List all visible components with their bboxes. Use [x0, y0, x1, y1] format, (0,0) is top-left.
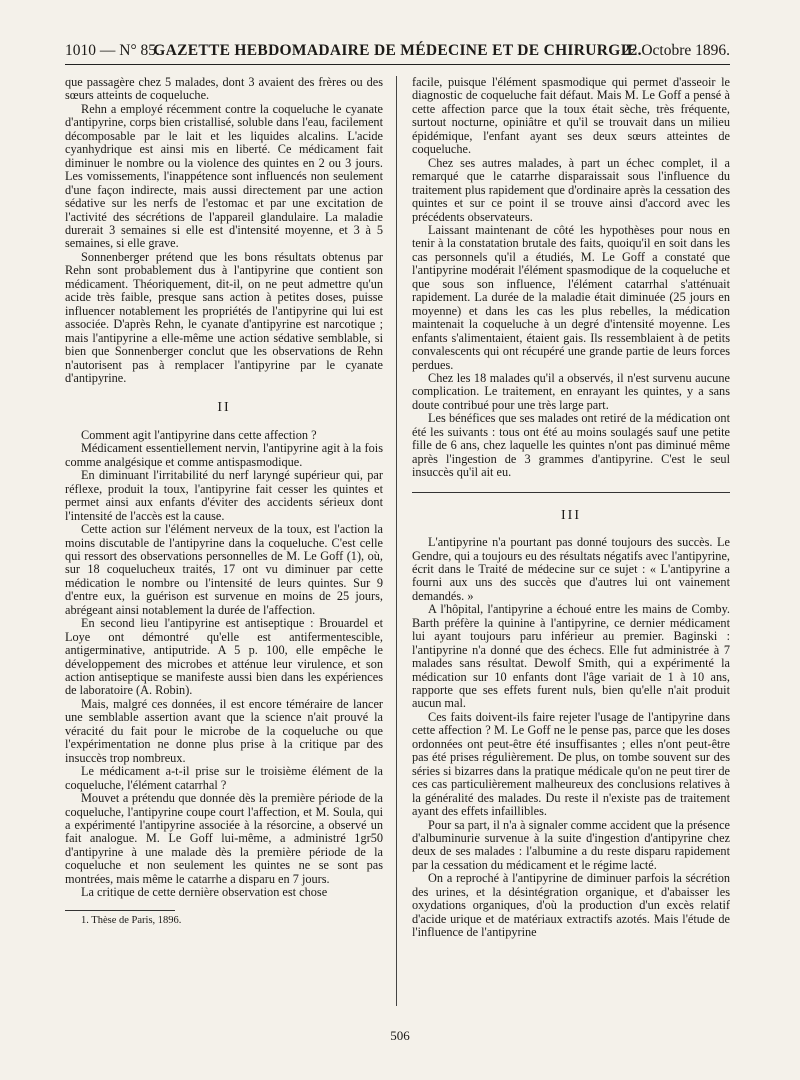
paragraph: Rehn a employé récemment contre la coqueluche le cyanate d'antipyrine, corps bien cristallisé, soluble dans l'eau, facilement décomposable par le lait et les liquides alcalins. L'acide cyanhydrique est ainsi mis en liberté. Ce médicament fait diminuer le nombre ou la violence des quintes en 2 ou 3 jours. Les vomissements, l'inappétence sont influencés non seulement d'une façon indirecte, mais aussi directement par une action sédative sur les nerfs de l'estomac et par une excitation de l'activité des sécrétions de l'appareil glandulaire. La maladie durerait 3 semaines si elle est d'intensité moyenne, et 3 à 5 semaines, si elle grave. — [65, 101, 383, 251]
paragraph: Sonnenberger prétend que les bons résultats obtenus par Rehn sont probablement dus à l'antipyrine que contient son médicament. Théoriquement, dit-il, on ne peut admettre qu'un acide très faible, presque sans action à petites doses, puisse influencer notablement les propriétés de l'antipyrine qui lui est associée. D'après Rehn, le cyanate d'antipyrine est narcotique ; mais l'antipyrine a elle-même une action sédative semblable, si bien que Sonnenberger conclut que les observations de Rehn n'autorisent pas à remplacer l'antipyrine par le cyanate d'antipyrine. — [65, 249, 383, 385]
paragraph: Mouvet a prétendu que donnée dès la première période de la coqueluche, l'antipyrine coupe court l'affection, et M. Soula, qui a expérimenté l'antipyrine associée à la résorcine, a observé un fait analogue. M. Le Goff lui-même, a administré 1gr50 d'antipyrine à une malade dès la première période de la coqueluche et non seulement les quintes ne se sont pas montrées, mais même le catarrhe a disparu en 7 jours. — [65, 791, 383, 886]
column-rule — [396, 76, 397, 1006]
paragraph: Cette action sur l'élément nerveux de la toux, est l'action la moins discutable de l'antipyrine dans la coqueluche. C'est celle qui ressort des observations personnelles de M. Le Goff (1), où, sur 18 coquelucheux traités, 17 ont vu diminuer par cette médication le nombre ou l'intensité de leurs quintes. Sur 9 d'entre eux, la guérison est survenue en moins de 25 jours, abrégeant ainsi notablement la durée de l'affection. — [65, 522, 383, 617]
section-heading-iii: III — [561, 507, 581, 523]
header-journal-title: GAZETTE HEBDOMADAIRE DE MÉDECINE ET DE CHIRURGIE. — [153, 42, 642, 59]
paragraph: L'antipyrine n'a pourtant pas donné toujours des succès. Le Gendre, qui a toujours eu des résultats négatifs avec l'antipyrine, écrit dans le Traité de médecine sur ce sujet : « L'antipyrine a fourni aux uns des succès que d'autres lui ont vainement demandés. » — [412, 535, 730, 603]
section-heading-ii: II — [217, 400, 231, 416]
footnote: 1. Thèse de Paris, 1896. — [81, 914, 182, 926]
paragraph: que passagère chez 5 malades, dont 3 avaient des frères ou des sœurs atteints de coqueluche. — [65, 75, 383, 103]
paragraph: facile, puisque l'élément spasmodique qui permet d'asseoir le diagnostic de coqueluche fait défaut. Mais M. Le Goff a pensé à cette affection parce que la toux était sèche, très fréquente, surtout nocturne, opiniâtre et qu'il se trouvait dans un milieu épidémique, l'enfant ayant ses deux sœurs atteintes de coqueluche. — [412, 75, 730, 157]
paragraph: Ces faits doivent-ils faire rejeter l'usage de l'antipyrine dans cette affection ? M. Le Goff ne le pense pas, parce que les doses ordonnées ont peut-être été insuffisantes ; elles n'ont peut-être pas été prises régulièrement. De plus, on tombe souvent sur des séries si bizarres dans la pratique médicale qu'on ne peut tirer de ces cas particulièrement malheureux des conclusions relatives à la généralité des malades. Du reste il n'existe pas de traitement ayant des effets infaillibles. — [412, 709, 730, 819]
paragraph: Comment agit l'antipyrine dans cette affection ? — [81, 427, 317, 442]
paragraph: Médicament essentiellement nervin, l'antipyrine agit à la fois comme analgésique et comme antispasmodique. — [65, 441, 383, 469]
paragraph: On a reproché à l'antipyrine de diminuer parfois la sécrétion des urines, et la désintégration organique, et d'abaisser les oxydations organiques, d'où la production d'un excès relatif d'acide urique et de matériaux extractifs azotés. Mais l'étude de l'influence de l'antipyrine — [412, 871, 730, 940]
paragraph: La critique de cette dernière observation est chose — [81, 885, 328, 900]
paragraph: Les bénéfices que ses malades ont retiré de la médication ont été les suivants : tous ont été au moins soulagés sauf une petite fille de 6 ans, chez laquelle les quintes n'ont pas diminué même après l'ingestion de 3 grammes d'antipyrine. C'est le seul insuccès qu'il ait eu. — [412, 411, 730, 480]
page-header — [65, 40, 730, 65]
paragraph: Chez les 18 malades qu'il a observés, il n'est survenu aucune complication. Le traitement, en enrayant les quintes, y a sans doute contribué pour une très large part. — [412, 370, 730, 412]
paragraph: A l'hôpital, l'antipyrine a échoué entre les mains de Comby. Barth préfère la quinine à l'antipyrine, ce dernier médicament lui ayant toujours paru inférieur au premier. Baginski : l'antipyrine n'a donné que des échecs. Elle fut administrée à 7 malades sans résultat. Dewolf Smith, qui a expérimenté la médication sur 10 enfants dont l'âge variait de 1 à 10 ans, rapporte que ses effets furent nuls, bien qu'elle n'ait produit aucun mal. — [412, 602, 730, 711]
header-date: 22 Octobre 1896. — [621, 42, 730, 59]
paragraph: En second lieu l'antipyrine est antiseptique : Brouardel et Loye ont démontré qu'elle est antifermentescible, antigerminative, antiputride. A 5 p. 100, elle empêche le développement des microbes et atténue leur virulence, et son action antiseptique se manifeste aussi bien dans les expériences de laboratoire (A. Robin). — [65, 616, 383, 698]
section-divider — [412, 492, 730, 493]
paragraph: Mais, malgré ces données, il est encore téméraire de lancer une semblable assertion avant que la science n'ait prouvé la véracité du fait pour le microbe de la coqueluche ou que l'expérimentation ne donne plus prise à la critique par des insuccès trop nombreux. — [65, 696, 383, 765]
paragraph: Pour sa part, il n'a à signaler comme accident que la présence d'albuminurie survenue à la suite d'ingestion d'antipyrine chez deux de ses malades : l'albumine a du reste disparu rapidement par la cessation du médicament et le régime lacté. — [412, 817, 730, 872]
paragraph: Le médicament a-t-il prise sur le troisième élément de la coqueluche, l'élément catarrhal ? — [65, 764, 383, 792]
footnote-separator — [65, 910, 175, 911]
right-column — [412, 76, 730, 940]
page-number: 506 — [390, 1028, 410, 1043]
paragraph: En diminuant l'irritabilité du nerf laryngé supérieur qui, par réflexe, produit la toux, l'antipyrine fait cesser les quintes et permet ainsi aux enfants d'éviter des accidents sérieux dont l'intensité de l'accès est la cause. — [65, 468, 383, 523]
header-page-issue: 1010 — N° 85. — [65, 42, 160, 59]
paragraph: Chez ses autres malades, à part un échec complet, il a remarqué que le catarrhe disparaissait sous l'influence du traitement plus rapidement que d'ordinaire après la cessation des quintes et sur ce point il se trouve ainsi d'accord avec les précédents observateurs. — [412, 155, 730, 224]
left-column — [65, 76, 383, 927]
paragraph: Laissant maintenant de côté les hypothèses pour nous en tenir à la constatation brutale des faits, quoiqu'il en soit dans les cas personnels qu'il a étudiés, M. Le Goff a constaté que l'antipyrine modérait l'élément spasmodique de la coqueluche et que sous son influence, l'élément catarrhal s'atténuait rapidement. La durée de la maladie était diminuée (25 jours en moyenne) et dans les cas les plus rebelles, la médication maintenait la coqueluche à un degré d'intensité moyenne. Les enfants s'alimentaient, étaient gais. Ils ressemblaient à de petits convalescents qui ont récupéré une grande partie de leurs forces perdues. — [412, 222, 730, 372]
